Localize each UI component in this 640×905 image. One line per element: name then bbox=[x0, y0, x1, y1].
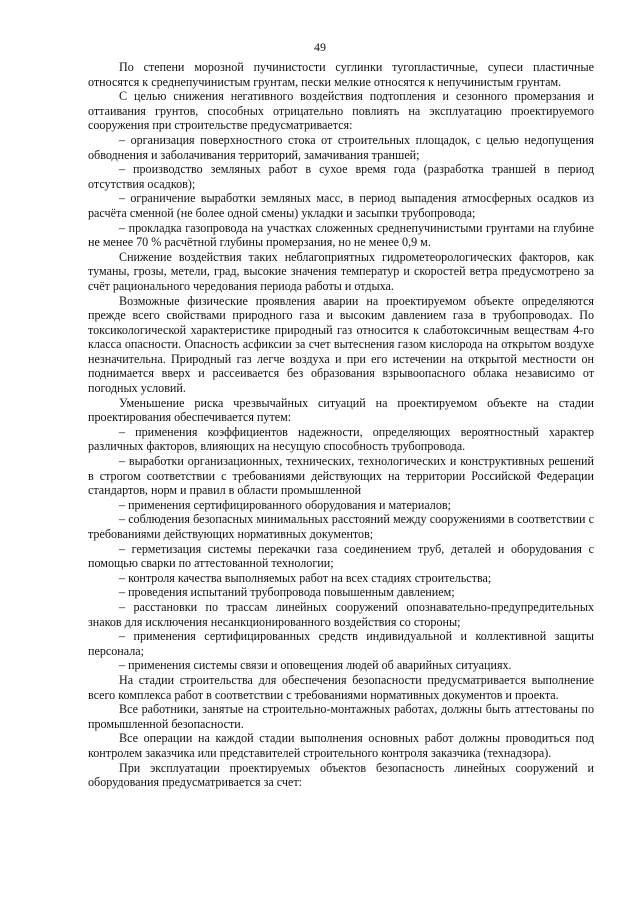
list-item-alert-system: – применения системы связи и оповещения людей об аварийных ситуациях. bbox=[119, 658, 512, 673]
list-item-earthwork-limits: – ограничение выработки земляных масс, в период выпадения атмосферных осадков из расчёта сменной (не более одной смены) укладки и засыпки трубопровода; bbox=[88, 191, 594, 220]
paragraph-risk-reduction-intro: Уменьшение риска чрезвычайных ситуаций на проектируемом объекте на стадии проектирования обеспечивается путем: bbox=[88, 395, 594, 425]
paragraph-frost-heaving: По степени морозной пучинистости суглинки тугопластичные, супеси пластичные относятся к среднепучинистым грунтам, пески мелкие относятся к непучинистым грунтам. bbox=[88, 60, 594, 89]
list-item-reliability-factors: – применения коэффициентов надежности, определяющих вероятностный характер различных факторов, влияющих на несущую способность трубопровода. bbox=[88, 424, 594, 454]
paragraph-weather-factors: Снижение воздействия таких неблагоприятных гидрометеорологических факторов, как туманы, грозы, метели, град, высокие значения температур и скоростей ветра предусмотрено за счёт рационального чередования периода работы и отдыха. bbox=[88, 249, 594, 293]
page-body bbox=[88, 60, 594, 790]
paragraph-supervision: Все операции на каждой стадии выполнения основных работ должны проводиться под контролем заказчика или представителей строительного контроля заказчика (технадзора). bbox=[88, 731, 594, 760]
list-item-design-decisions: – выработки организационных, технических, технологических и конструктивных решений в строгом соответствии с требованиями действующих на территории Российской Федерации стандартов, норм и правил в области промышленной bbox=[88, 454, 594, 498]
list-item-warning-signs: – расстановки по трассам линейных сооружений опознавательно-предупредительных знаков для исключения несанкционированного воздействия со стороны; bbox=[88, 599, 594, 629]
paragraph-operation-safety: При эксплуатации проектируемых объектов безопасность линейных сооружений и оборудования предусматривается за счет: bbox=[88, 760, 594, 790]
list-item-certified-equipment: – применения сертифицированного оборудования и материалов; bbox=[119, 497, 451, 512]
paragraph-construction-safety: На стадии строительства для обеспечения безопасности предусматривается выполнение всего комплекса работ в соответствии с требованиями нормативных документов и проекта. bbox=[88, 672, 594, 702]
list-item-dry-season-earthworks: – производство земляных работ в сухое время года (разработка траншей в период отсутствия осадков); bbox=[88, 162, 594, 191]
paragraph-worker-certification: Все работники, занятые на строительно-монтажных работах, должны быть аттестованы по промышленной безопасности. bbox=[88, 702, 594, 731]
paragraph-mitigation-intro: С целью снижения негативного воздействия подтопления и сезонного промерзания и оттаивания грунтов, способных отрицательно повлиять на эксплуатацию проектируемого сооружения при строительстве предусматривается: bbox=[88, 89, 594, 133]
page-number: 49 bbox=[314, 40, 326, 54]
list-item-pipeline-depth: – прокладка газопровода на участках сложенных среднепучинистыми грунтами на глубине не менее 70 % расчётной глубины промерзания, но не менее 0,9 м. bbox=[88, 220, 594, 250]
list-item-protective-equipment: – применения сертифицированных средств индивидуальной и коллективной защиты персонала; bbox=[88, 629, 594, 658]
list-item-quality-control: – контроля качества выполняемых работ на всех стадиях строительства; bbox=[119, 570, 492, 585]
paragraph-accident-manifestations: Возможные физические проявления аварии на проектируемом объекте определяются прежде всего свойствами природного газа и высоким давлением газа в трубопроводах. По токсикологической характеристике природный газ относится к слаботоксичным веществам 4-го класса опасности. Опасность асфиксии за счет вытеснения газом кислорода на открытом воздухе незначительна. Природный газ легче воздуха и при его истечении на открытой местности он поднимается вверх и рассеивается без образования взрывоопасного облака независимо от погодных условий. bbox=[88, 293, 594, 396]
list-item-safe-distances: – соблюдения безопасных минимальных расстояний между сооружениями в соответствии с требованиями действующих нормативных документов; bbox=[88, 512, 594, 541]
list-item-surface-runoff: – организация поверхностного стока от строительных площадок, с целью недопущения обводнения и заболачивания территорий, замачивания траншей; bbox=[88, 132, 594, 162]
list-item-sealing: – герметизация системы перекачки газа соединением труб, деталей и оборудования с помощью сварки по аттестованной технологии; bbox=[88, 541, 594, 571]
list-item-pressure-testing: – проведения испытаний трубопровода повышенным давлением; bbox=[119, 585, 455, 600]
